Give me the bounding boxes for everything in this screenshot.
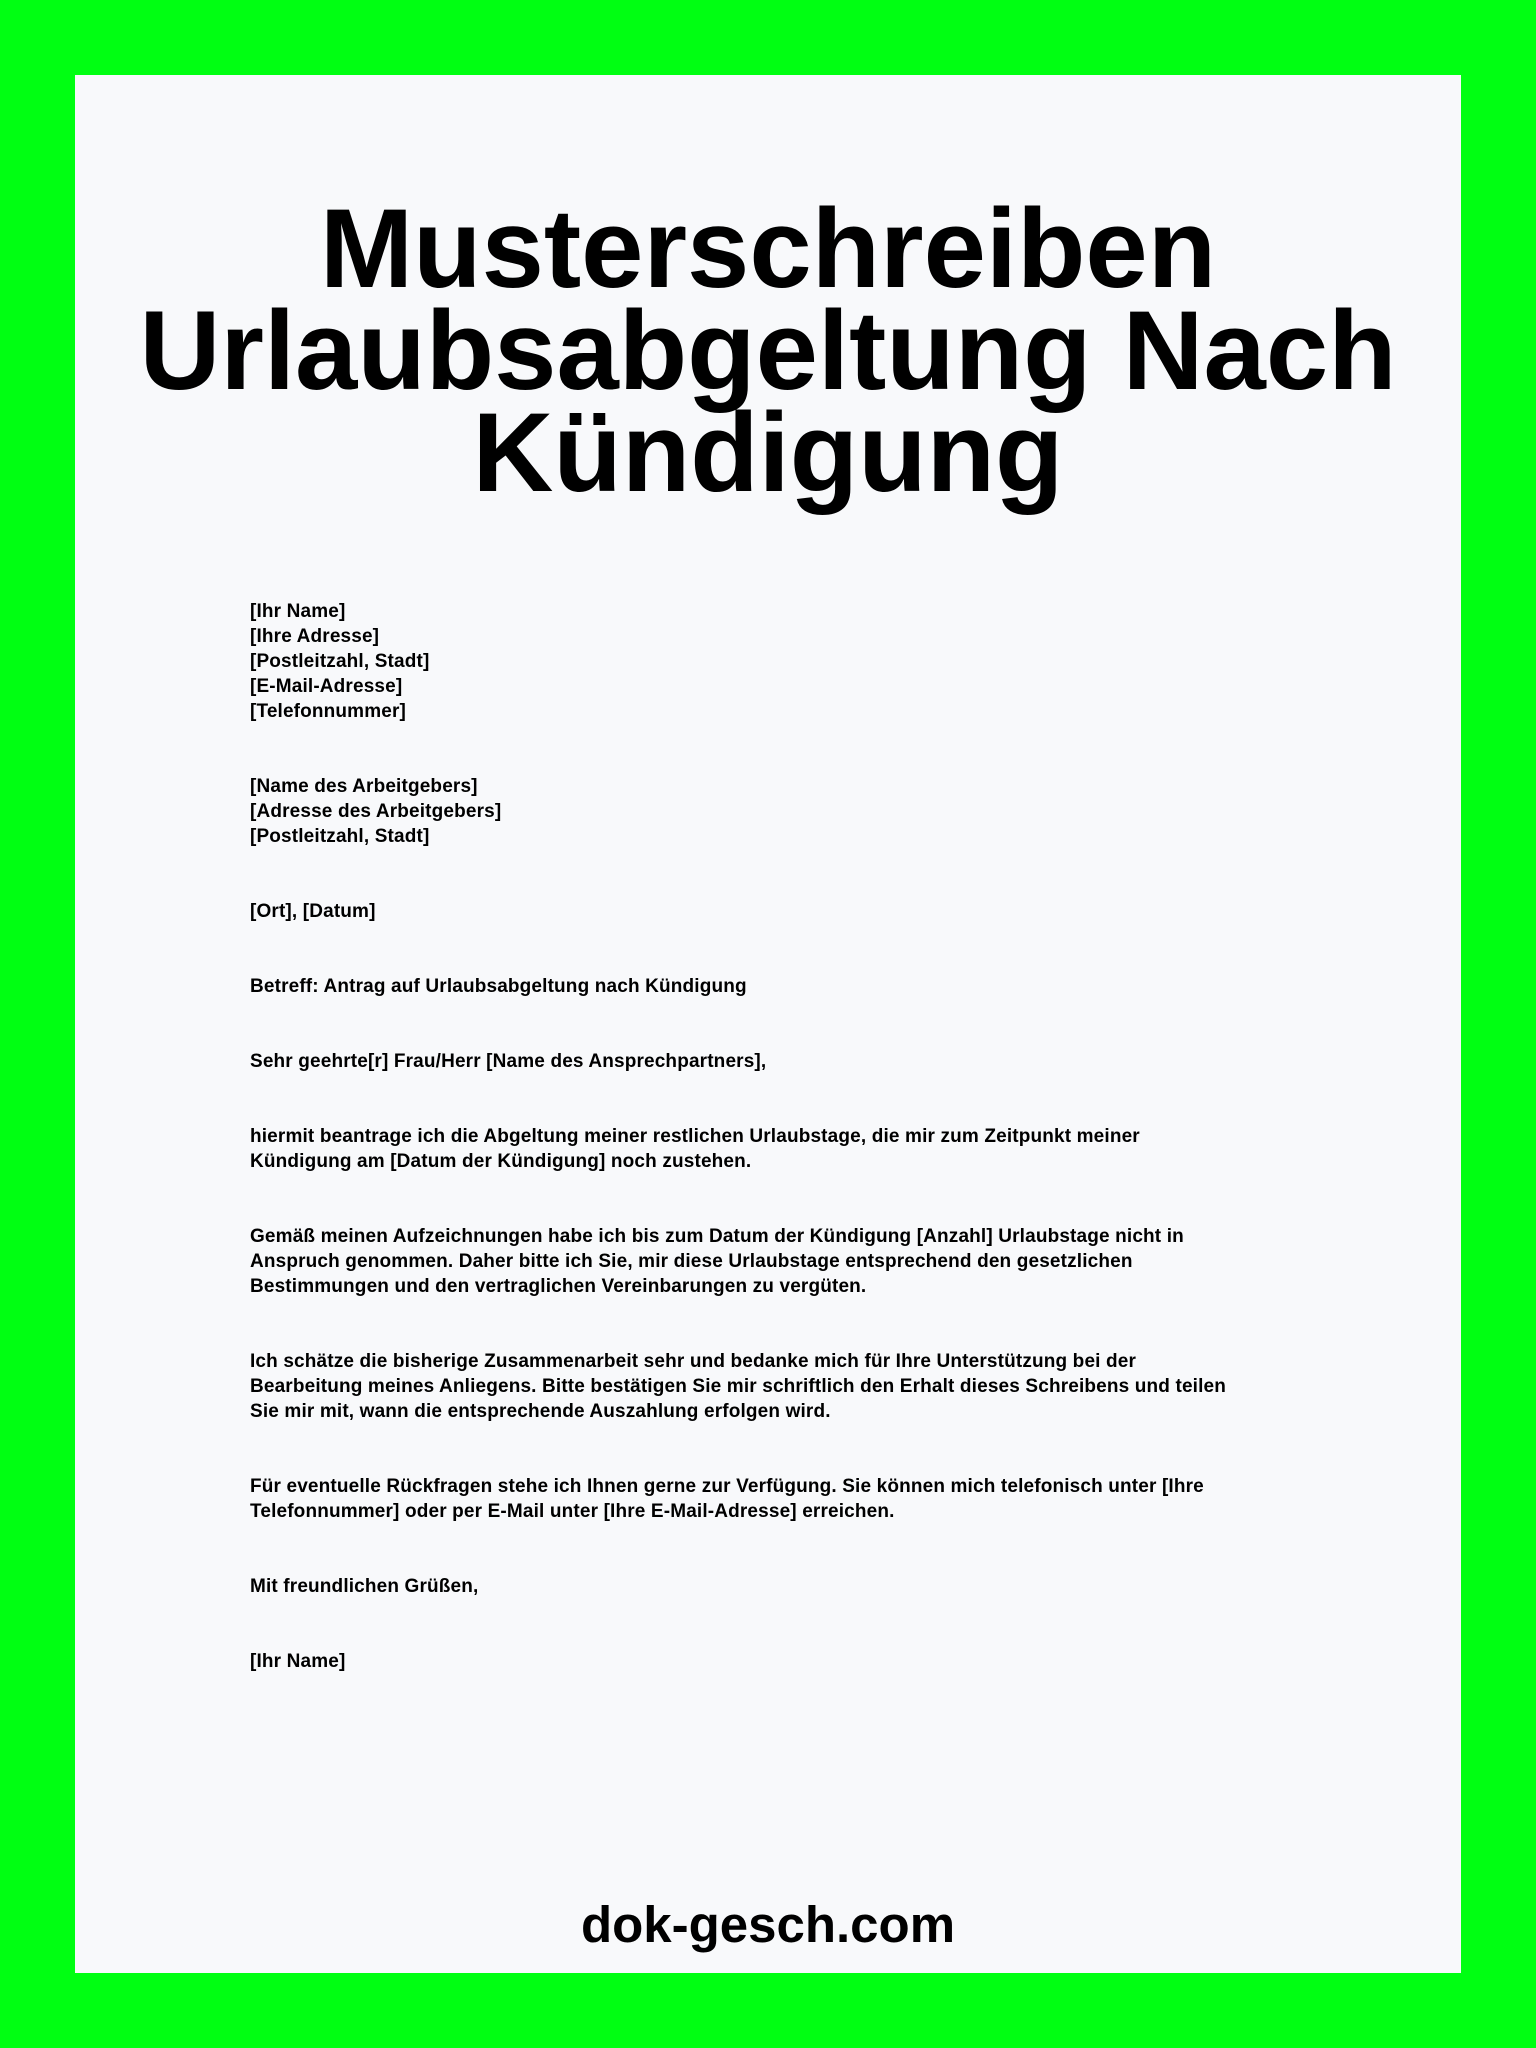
recipient-address <box>250 774 1350 849</box>
document-page <box>75 75 1461 1973</box>
sender-street: [Ihre Adresse] <box>250 626 380 647</box>
paragraph-line: Für eventuelle Rückfragen stehe ich Ihnen gerne zur Verfügung. Sie können mich telefonisch unter [Ihre <box>250 1476 1204 1497</box>
title-line-3: Kündigung <box>472 390 1064 515</box>
sender-city: [Postleitzahl, Stadt] <box>250 651 430 672</box>
document-title <box>75 186 1461 515</box>
paragraph-line: Bearbeitung meines Anliegens. Bitte bestätigen Sie mir schriftlich den Erhalt dieses Schreibens und teilen <box>250 1376 1226 1397</box>
sender-name: [Ihr Name] <box>250 601 346 622</box>
paragraph-line: Telefonnummer] oder per E-Mail unter [Ihre E-Mail-Adresse] erreichen. <box>250 1501 895 1522</box>
place-date: [Ort], [Datum] <box>250 901 376 922</box>
paragraph-3 <box>250 1349 1350 1424</box>
closing: Mit freundlichen Grüßen, <box>250 1576 479 1597</box>
paragraph-4 <box>250 1474 1350 1524</box>
letter-body <box>250 599 1350 1674</box>
paragraph-line: Kündigung am [Datum der Kündigung] noch zustehen. <box>250 1151 752 1172</box>
paragraph-2 <box>250 1224 1350 1299</box>
sender-email: [E-Mail-Adresse] <box>250 676 403 697</box>
sender-address <box>250 599 1350 724</box>
paragraph-line: Gemäß meinen Aufzeichnungen habe ich bis zum Datum der Kündigung [Anzahl] Urlaubstage nicht in <box>250 1226 1184 1247</box>
paragraph-line: Ich schätze die bisherige Zusammenarbeit sehr und bedanke mich für Ihre Unterstützung bei der <box>250 1351 1137 1372</box>
sender-phone: [Telefonnummer] <box>250 701 407 722</box>
recipient-street: [Adresse des Arbeitgebers] <box>250 801 502 822</box>
paragraph-line: Bestimmungen und den vertraglichen Vereinbarungen zu vergüten. <box>250 1276 867 1297</box>
recipient-city: [Postleitzahl, Stadt] <box>250 826 430 847</box>
paragraph-line: Anspruch genommen. Daher bitte ich Sie, mir diese Urlaubstage entsprechend den gesetzlichen <box>250 1251 1133 1272</box>
footer-site: dok-gesch.com <box>580 1896 956 1953</box>
salutation: Sehr geehrte[r] Frau/Herr [Name des Ansprechpartners], <box>250 1051 767 1072</box>
signature: [Ihr Name] <box>250 1651 346 1672</box>
recipient-name: [Name des Arbeitgebers] <box>250 776 478 797</box>
title-line-1: Musterschreiben <box>319 186 1217 311</box>
paragraph-line: Sie mir mit, wann die entsprechende Auszahlung erfolgen wird. <box>250 1401 831 1422</box>
paragraph-line: hiermit beantrage ich die Abgeltung meiner restlichen Urlaubstage, die mir zum Zeitpunkt meiner <box>250 1126 1140 1147</box>
subject-line: Betreff: Antrag auf Urlaubsabgeltung nach Kündigung <box>250 976 747 997</box>
title-line-2: Urlaubsabgeltung Nach <box>139 288 1397 413</box>
paragraph-1 <box>250 1124 1350 1174</box>
